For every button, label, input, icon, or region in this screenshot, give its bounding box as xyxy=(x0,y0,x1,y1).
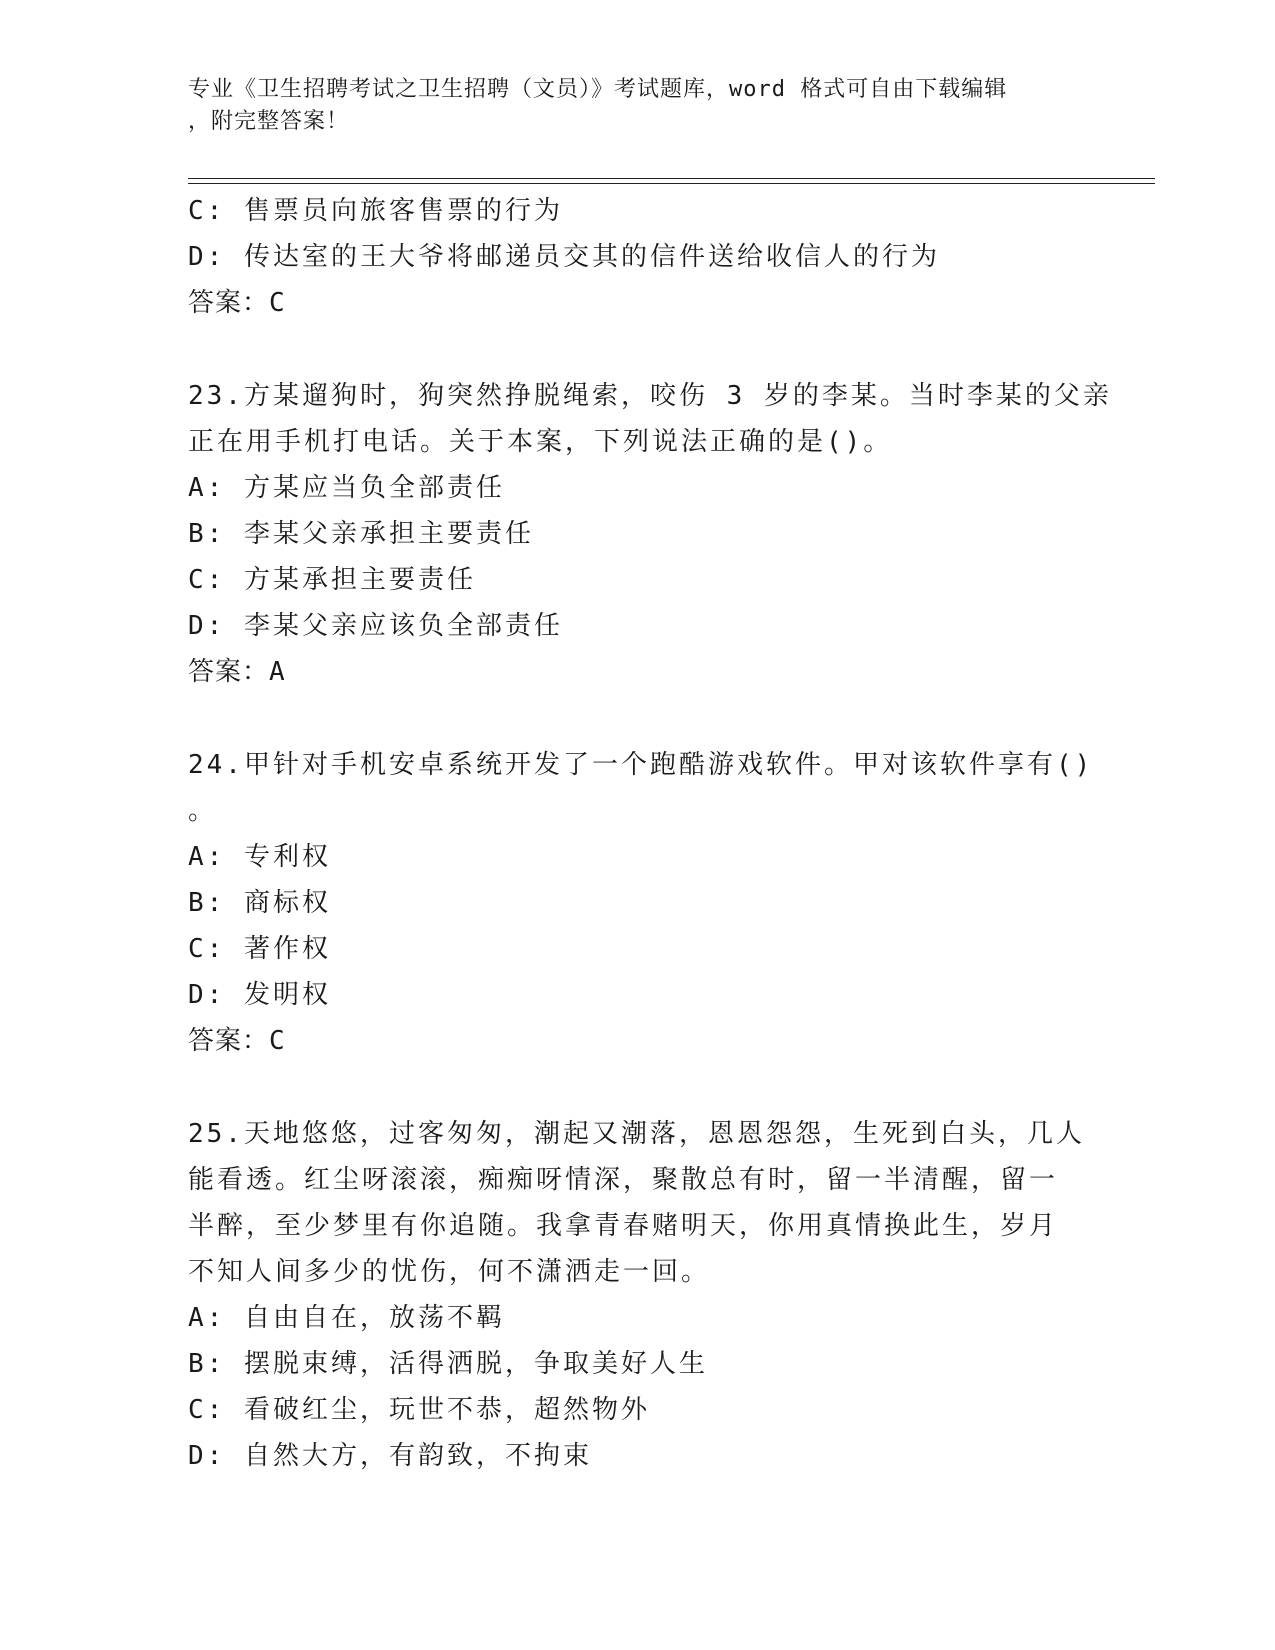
q24-option-d: D: 发明权 xyxy=(188,980,331,1010)
answer-label: 答案： xyxy=(188,1026,270,1056)
q25-stem-line-3: 半醉，至少梦里有你追随。我拿青春赌明天，你用真情换此生，岁月 xyxy=(188,1211,1059,1241)
q23-option-d: D: 李某父亲应该负全部责任 xyxy=(188,611,563,641)
q23-stem-line-2: 正在用手机打电话。关于本案，下列说法正确的是()。 xyxy=(188,427,893,457)
q25-stem-line-1: 25.天地悠悠，过客匆匆，潮起又潮落，恩恩怨怨，生死到白头，几人 xyxy=(188,1119,1085,1149)
q22-answer xyxy=(188,280,1088,326)
q23-option-b: B: 李某父亲承担主要责任 xyxy=(188,519,534,549)
q22-option-c: C: 售票员向旅客售票的行为 xyxy=(188,196,563,226)
q24-answer xyxy=(188,1018,1088,1064)
q25-stem-line-4: 不知人间多少的忧伤，何不潇洒走一回。 xyxy=(188,1257,711,1287)
q23-option-c: C: 方某承担主要责任 xyxy=(188,565,476,595)
q24-stem-line-2: 。 xyxy=(188,796,218,826)
answer-value: C xyxy=(269,288,288,318)
question-content xyxy=(188,188,1112,1479)
q25-option-a: A: 自由自在，放荡不羁 xyxy=(188,1303,505,1333)
q25-option-c: C: 看破红尘，玩世不恭，超然物外 xyxy=(188,1395,650,1425)
header-rule-top xyxy=(188,178,1155,179)
question-25-block xyxy=(188,1111,1088,1479)
question-gap xyxy=(188,326,1088,373)
answer-value: A xyxy=(269,657,288,687)
q24-option-c: C: 著作权 xyxy=(188,934,331,964)
question-gap xyxy=(188,695,1088,742)
q24-option-b: B: 商标权 xyxy=(188,888,331,918)
answer-label: 答案： xyxy=(188,657,270,687)
question-23-block xyxy=(188,373,1112,695)
q25-option-b: B: 摆脱束缚，活得洒脱，争取美好人生 xyxy=(188,1349,708,1379)
q23-option-a: A: 方某应当负全部责任 xyxy=(188,473,505,503)
q25-option-d: D: 自然大方，有韵致，不拘束 xyxy=(188,1441,592,1471)
answer-value: C xyxy=(269,1026,288,1056)
question-24-block xyxy=(188,742,1094,1064)
q22-option-d: D: 传达室的王大爷将邮递员交其的信件送给收信人的行为 xyxy=(188,242,940,272)
document-header-title: 专业《卫生招聘考试之卫生招聘（文员）》考试题库，word 格式可自由下载编辑 ，附完整答案！ xyxy=(188,77,1008,134)
question-22-block xyxy=(188,188,1088,326)
question-gap xyxy=(188,1064,1088,1111)
q25-stem-line-2: 能看透。红尘呀滚滚，痴痴呀情深，聚散总有时，留一半清醒，留一 xyxy=(188,1165,1059,1195)
header-rule-bottom xyxy=(188,183,1155,184)
q24-option-a: A: 专利权 xyxy=(188,842,331,872)
q23-answer xyxy=(188,649,1088,695)
answer-label: 答案： xyxy=(188,288,270,318)
q23-stem-line-1: 23.方某遛狗时，狗突然挣脱绳索，咬伤 3 岁的李某。当时李某的父亲 xyxy=(188,381,1112,411)
q24-stem-line-1: 24.甲针对手机安卓系统开发了一个跑酷游戏软件。甲对该软件享有() xyxy=(188,750,1094,780)
